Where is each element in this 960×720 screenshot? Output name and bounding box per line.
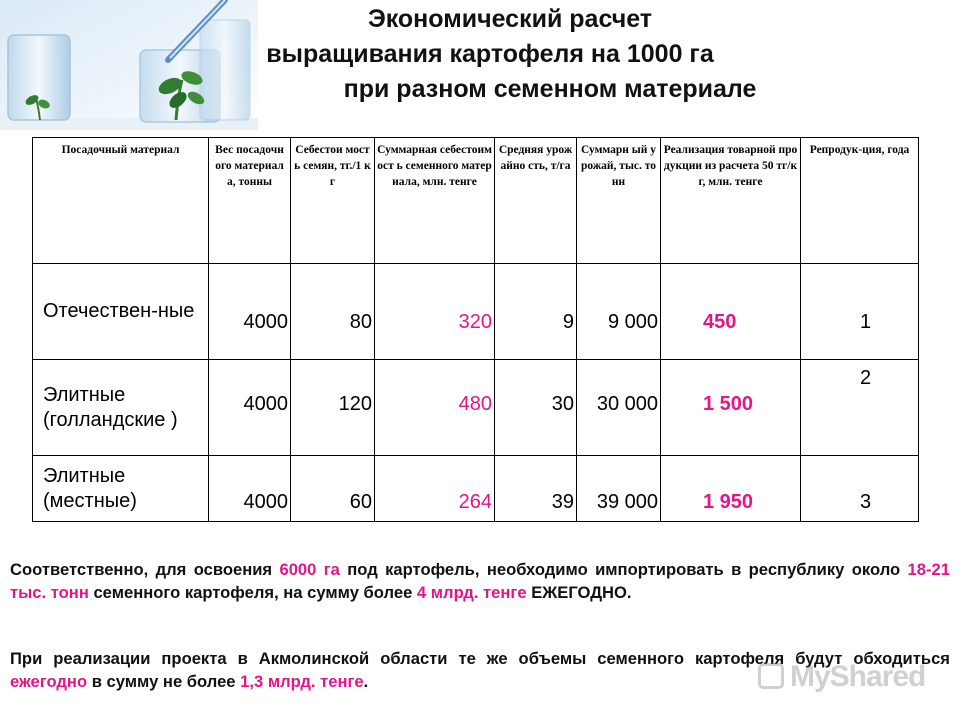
- realization-cell: 1 500: [661, 360, 801, 456]
- harvest-cell: 30 000: [577, 360, 661, 456]
- weight-cell: 4000: [209, 456, 291, 522]
- highlight-area: 6000 га: [279, 560, 340, 579]
- table-row: [33, 264, 919, 360]
- page-title: [250, 2, 810, 107]
- row-name: Элитные (голландские ): [33, 360, 209, 456]
- title-line-3: при разном семенном материале: [343, 75, 757, 103]
- harvest-cell: 9 000: [577, 264, 661, 360]
- text-span: Соответственно, для освоения: [10, 560, 280, 579]
- highlight-annually: ежегодно: [10, 672, 88, 691]
- watermark-text: MyShared: [790, 660, 926, 693]
- text-span: ЕЖЕГОДНО.: [526, 583, 632, 602]
- weight-cell: 4000: [209, 360, 291, 456]
- reproduction-cell: 2: [801, 360, 919, 456]
- reproduction-cell: 1: [801, 264, 919, 360]
- watermark: [758, 660, 925, 694]
- header-cell: Репродук-ция, года: [801, 138, 919, 264]
- realization-cell: 450: [661, 264, 801, 360]
- header-cell: Вес посадочн ого материал а, тонны: [209, 138, 291, 264]
- total-cost-cell: 480: [375, 360, 495, 456]
- yield-cell: 30: [495, 360, 577, 456]
- import-summary-paragraph: [10, 558, 950, 604]
- realization-cell: 1 950: [661, 456, 801, 522]
- lab-glassware-illustration: [0, 0, 258, 130]
- table-row: [33, 456, 919, 522]
- highlight-volume: 18-21 тыс. тонн: [10, 560, 950, 602]
- header-cell: Себестои мость семян, тг./1 кг: [291, 138, 375, 264]
- cost-cell: 80: [291, 264, 375, 360]
- cost-cell: 120: [291, 360, 375, 456]
- text-span: семенного картофеля, на сумму более: [88, 583, 417, 602]
- title-line-1: Экономический расчет: [367, 5, 653, 33]
- weight-cell: 4000: [209, 264, 291, 360]
- harvest-cell: 39 000: [577, 456, 661, 522]
- row-name: Отечествен-ные: [33, 264, 209, 360]
- total-cost-cell: 264: [375, 456, 495, 522]
- table-row: [33, 360, 919, 456]
- watermark-logo-icon: [758, 663, 784, 689]
- seed-calculation-table: [32, 137, 919, 522]
- reproduction-cell: 3: [801, 456, 919, 522]
- text-span: в сумму не более: [87, 672, 241, 691]
- text-span: .: [363, 672, 369, 691]
- highlight-amount: 4 млрд. тенге: [416, 583, 527, 602]
- header-cell: Средняя урожайно сть, т/га: [495, 138, 577, 264]
- total-cost-cell: 320: [375, 264, 495, 360]
- text-span: При реализации проекта в Акмолинской области те же объемы семенного картофеля будут обходиться: [10, 649, 950, 668]
- yield-cell: 39: [495, 456, 577, 522]
- highlight-amount: 1,3 млрд. тенге: [240, 672, 364, 691]
- title-line-2: выращивания картофеля на 1000 га: [266, 40, 714, 68]
- yield-cell: 9: [495, 264, 577, 360]
- header-cell: Суммарная себестоимост ь семенного материала, млн. тенге: [375, 138, 495, 264]
- header-cell: Посадочный материал: [33, 138, 209, 264]
- text-span: под картофель, необходимо импортировать в республику около: [339, 560, 908, 579]
- cost-cell: 60: [291, 456, 375, 522]
- header-cell: Суммарн ый урожай, тыс. тонн: [577, 138, 661, 264]
- row-name: Элитные (местные): [33, 456, 209, 522]
- table-header-row: [33, 138, 919, 264]
- header-cell: Реализация товарной продукции из расчета 50 тг/кг, млн. тенге: [661, 138, 801, 264]
